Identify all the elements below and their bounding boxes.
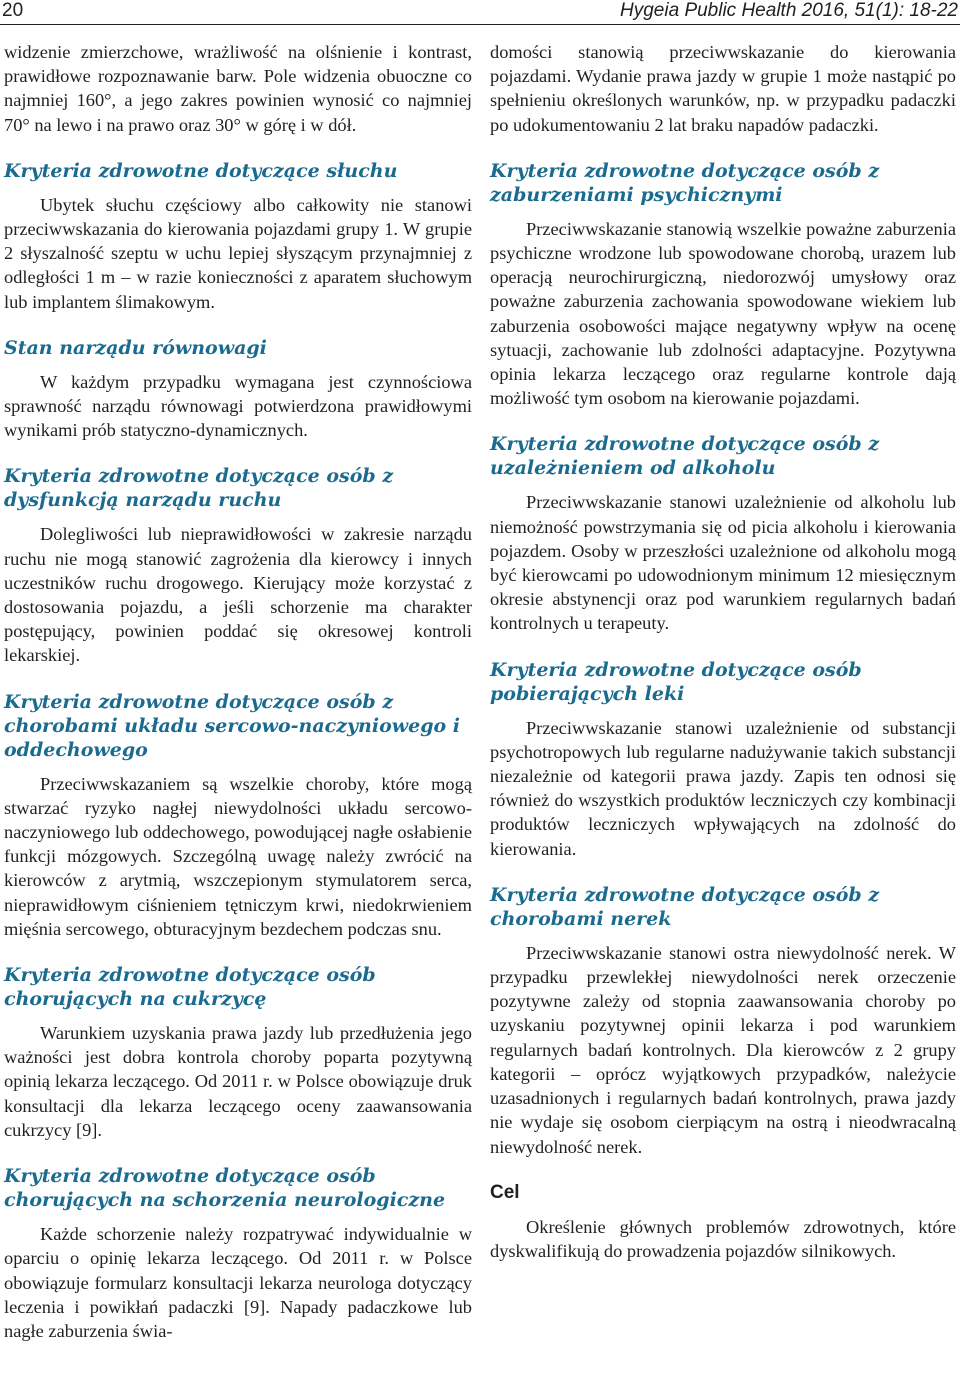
paragraph-epilepsy-continued: domości stanowią przeciwwskazanie do kierowania pojazdami. Wydanie prawa jazdy w grupie 1 może nastąpić po spełnieniu określonych warunków, np. w przypadku padaczki po udokumentowaniu 2 lat braku napadów padaczki. bbox=[490, 42, 956, 135]
paragraph-vision-continued: widzenie zmierzchowe, wrażliwość na olśnienie i kontrast, prawidłowe rozpoznawanie barw. Pole widzenia obuoczne co najmniej 160°, a jego zakres powinien wynosić co najmniej 70° na lewo i na prawo oraz 30° w górę i w dół. bbox=[4, 42, 472, 135]
paragraph-hearing: Ubytek słuchu częściowy albo całkowity nie stanowi przeciwwskazania do kierowania pojazdami grupy 1. W grupie 2 słyszalność szeptu w uchu lepiej słyszącym przynajmniej z odległości 1 m – w razie konieczności z aparatem słuchowym lub implantem ślimakowym. bbox=[4, 194, 472, 312]
left-column bbox=[4, 40, 472, 1343]
heading-medication: Kryteria zdrowotne dotyczące osób pobierających leki bbox=[490, 658, 862, 705]
heading-diabetes: Kryteria zdrowotne dotyczące osób chorujących na cukrzycę bbox=[4, 964, 376, 1011]
heading-kidney: Kryteria zdrowotne dotyczące osób z chorobami nerek bbox=[490, 883, 880, 930]
paragraph-aim: Określenie głównych problemów zdrowotnych, które dyskwalifikują do prowadzenia pojazdów silnikowych. bbox=[490, 1216, 956, 1261]
paragraph-alcohol: Przeciwwskazanie stanowi uzależnienie od alkoholu lub niemożność powstrzymania się od picia alkoholu i kierowania pojazdem. Osoby w przeszłości uzależnione od alkoholu mogą być kierowcami po udowodnionym minimum 12 miesięcznym okresie abstynencji oraz pod warunkiem regularnych badań kontrolnych u terapeuty. bbox=[490, 492, 956, 634]
heading-mental-disorders: Kryteria zdrowotne dotyczące osób z zaburzeniami psychicznymi bbox=[490, 159, 880, 206]
paragraph-balance: W każdym przypadku wymagana jest czynnościowa sprawność narządu równowagi potwierdzona prawidłowymi wynikami prób statyczno-dynamicznych. bbox=[4, 371, 472, 441]
journal-reference: Hygeia Public Health 2016, 51(1): 18-22 bbox=[620, 0, 958, 21]
paragraph-mental-disorders: Przeciwwskazanie stanowią wszelkie poważne zaburzenia psychiczne wrodzone lub spowodowane chorobą, urazem lub operacją neurochirurgiczną, niedorozwój umysłowy oraz poważne zaburzenia zachowania spowodowane wiekiem lub zaburzenia osobowości mające negatywny wpływ na ocenę sytuacji, zachowanie lub zdolności adaptacyjne. Pozytywna opinia lekarza leczącego oraz regularne kontrole dają możliwość tym osobom na kierowanie pojazdami. bbox=[490, 218, 956, 409]
heading-motor-dysfunction: Kryteria zdrowotne dotyczące osób z dysfunkcją narządu ruchu bbox=[4, 465, 394, 512]
right-column bbox=[490, 40, 956, 1263]
heading-neurological: Kryteria zdrowotne dotyczące osób chorujących na schorzenia neurologiczne bbox=[4, 1165, 446, 1212]
paragraph-kidney: Przeciwwskazanie stanowi ostra niewydolność nerek. W przypadku przewlekłej niewydolności nerek orzeczenie pozytywne zależy od stopnia zaawansowania choroby po uzyskaniu pozytywnej opinii lekarza i pod warunkiem regularnych badań kontrolnych. Dla kierowców z 2 grupy kategorii – oprócz wyjątkowych przypadków, należycie uzasadnionych i regularnych badań kontrolnych, prawa jazdy nie wydaje się osobom cierpiącym na ostrą i nieodwracalną niewydolność nerek. bbox=[490, 942, 956, 1157]
page-header bbox=[0, 0, 960, 24]
heading-hearing: Kryteria zdrowotne dotyczące słuchu bbox=[4, 159, 398, 182]
page-number: 20 bbox=[2, 0, 24, 21]
paragraph-medication: Przeciwwskazanie stanowi uzależnienie od substancji psychotropowych lub regularne nadużywanie takich substancji niezależnie od kategorii prawa jazdy. Zapis ten odnosi się również do wszystkich produktów leczniczych czy kombinacji produktów leczniczych wpływających na zdolność do kierowania. bbox=[490, 717, 956, 859]
header-rule bbox=[0, 24, 960, 25]
paragraph-diabetes: Warunkiem uzyskania prawa jazdy lub przedłużenia jego ważności jest dobra kontrola choroby poparta pozytywną opinią lekarza leczącego. Od 2011 r. w Polsce obowiązuje druk konsultacji dla lekarza leczącego oceny zaawansowania cukrzycy [9]. bbox=[4, 1023, 472, 1140]
heading-aim: Cel bbox=[490, 1181, 520, 1203]
paragraph-neurological: Każde schorzenie należy rozpatrywać indywidualnie w oparciu o opinię lekarza leczącego. Od 2011 r. w Polsce obowiązuje formularz konsultacji lekarza neurologa dotyczący leczenia i powikłań padaczki [9]. Napady padaczkowe lub nagłe zaburzenia świa- bbox=[4, 1224, 472, 1341]
heading-alcohol: Kryteria zdrowotne dotyczące osób z uzależnieniem od alkoholu bbox=[490, 433, 880, 480]
paragraph-motor-dysfunction: Dolegliwości lub nieprawidłowości w zakresie narządu ruchu nie mogą stanowić zagrożenia dla kierowcy i innych uczestników ruchu drogowego. Kierujący może korzystać z dostosowania pojazdu, a jeśli schorzenie ma charakter postępujący, powinien poddać się okresowej kontroli lekarskiej. bbox=[4, 524, 472, 666]
paragraph-cardiovascular: Przeciwwskazaniem są wszelkie choroby, które mogą stwarzać ryzyko nagłej niewydolności układu sercowo-naczyniowego lub oddechowego, powodującej nagłe osłabienie funkcji mózgowych. Szczególną uwagę należy zwrócić na kierowców z arytmią, wszczepionym stymulatorem serca, nieprawidłowym ciśnieniem tętniczym krwi, niedokrwieniem mięśnia sercowego, obturacyjnym bezdechem podczas snu. bbox=[4, 773, 472, 939]
heading-balance: Stan narządu równowagi bbox=[4, 336, 267, 359]
heading-cardiovascular: Kryteria zdrowotne dotyczące osób z chorobami układu sercowo-naczyniowego i oddechowego bbox=[4, 690, 460, 761]
